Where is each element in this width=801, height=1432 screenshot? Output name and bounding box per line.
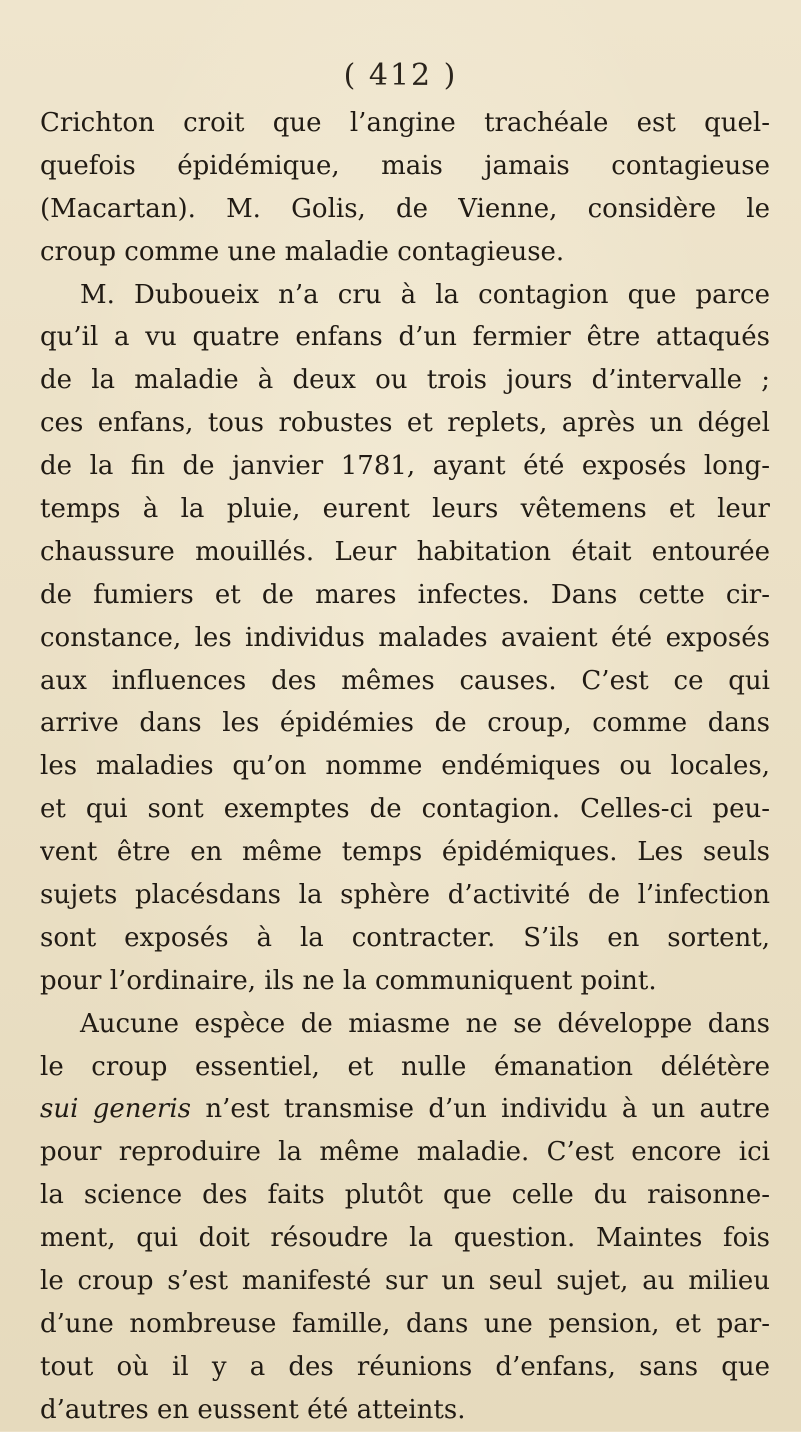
text-line: tout où il y a des réunions d’enfans, sans que (40, 1351, 770, 1382)
text-line-with-italic (40, 1088, 770, 1131)
italic-phrase: sui generis (40, 1094, 191, 1125)
text-line: d’autres en eussent été atteints. (40, 1394, 466, 1425)
text-line: sont exposés à la contracter. S’ils en sortent, (40, 922, 770, 953)
text-line: aux influences des mêmes causes. C’est ce qui (40, 665, 770, 696)
text-run: n’est transmise d’un individu à un autre (191, 1094, 770, 1125)
text-line: temps à la pluie, eurent leurs vêtemens et leur (40, 494, 770, 525)
text-line: ment, qui doit résoudre la question. Maintes fois (40, 1223, 770, 1254)
text-line: de la fin de janvier 1781, ayant été exposés long- (40, 451, 770, 482)
text-line: Aucune espèce de miasme ne se développe dans (80, 1008, 770, 1039)
text-line: quefois épidémique, mais jamais contagieuse (40, 150, 770, 181)
text-line: le croup s’est manifesté sur un seul sujet, au milieu (40, 1266, 770, 1297)
text-line: pour l’ordinaire, ils ne la communiquent point. (40, 965, 657, 996)
text-line: sujets placésdans la sphère d’activité de l’infection (40, 880, 770, 911)
text-line: arrive dans les épidémies de croup, comme dans (40, 708, 770, 739)
text-line: vent être en même temps épidémiques. Les seuls (40, 837, 770, 868)
text-line: ces enfans, tous robustes et replets, après un dégel (40, 408, 770, 439)
paragraph-2 (40, 274, 770, 1003)
paragraph-3 (40, 1003, 770, 1432)
paragraph-1 (40, 102, 770, 274)
text-line: la science des faits plutôt que celle du raisonne- (40, 1180, 770, 1211)
text-line: (Macartan). M. Golis, de Vienne, considère le (40, 193, 770, 224)
page-number: ( 412 ) (343, 58, 458, 93)
text-line: constance, les individus malades avaient été exposés (40, 622, 770, 653)
text-line: le croup essentiel, et nulle émanation délétère (40, 1051, 770, 1082)
text-line: croup comme une maladie contagieuse. (40, 236, 565, 267)
text-line: de la maladie à deux ou trois jours d’intervalle ; (40, 365, 770, 396)
text-line: pour reproduire la même maladie. C’est encore ici (40, 1137, 770, 1168)
text-line: et qui sont exemptes de contagion. Celles-ci peu- (40, 794, 770, 825)
text-line: chaussure mouillés. Leur habitation était entourée (40, 536, 770, 567)
text-line: d’une nombreuse famille, dans une pension, et par- (40, 1308, 770, 1339)
text-line: M. Duboueix n’a cru à la contagion que parce (80, 279, 770, 310)
text-line: qu’il a vu quatre enfans d’un fermier être attaqués (40, 322, 770, 353)
body-text (40, 102, 770, 1432)
text-line: de fumiers et de mares infectes. Dans cette cir- (40, 579, 770, 610)
text-line: les maladies qu’on nomme endémiques ou locales, (40, 751, 770, 782)
text-line: Crichton croit que l’angine trachéale est quel- (40, 108, 770, 138)
